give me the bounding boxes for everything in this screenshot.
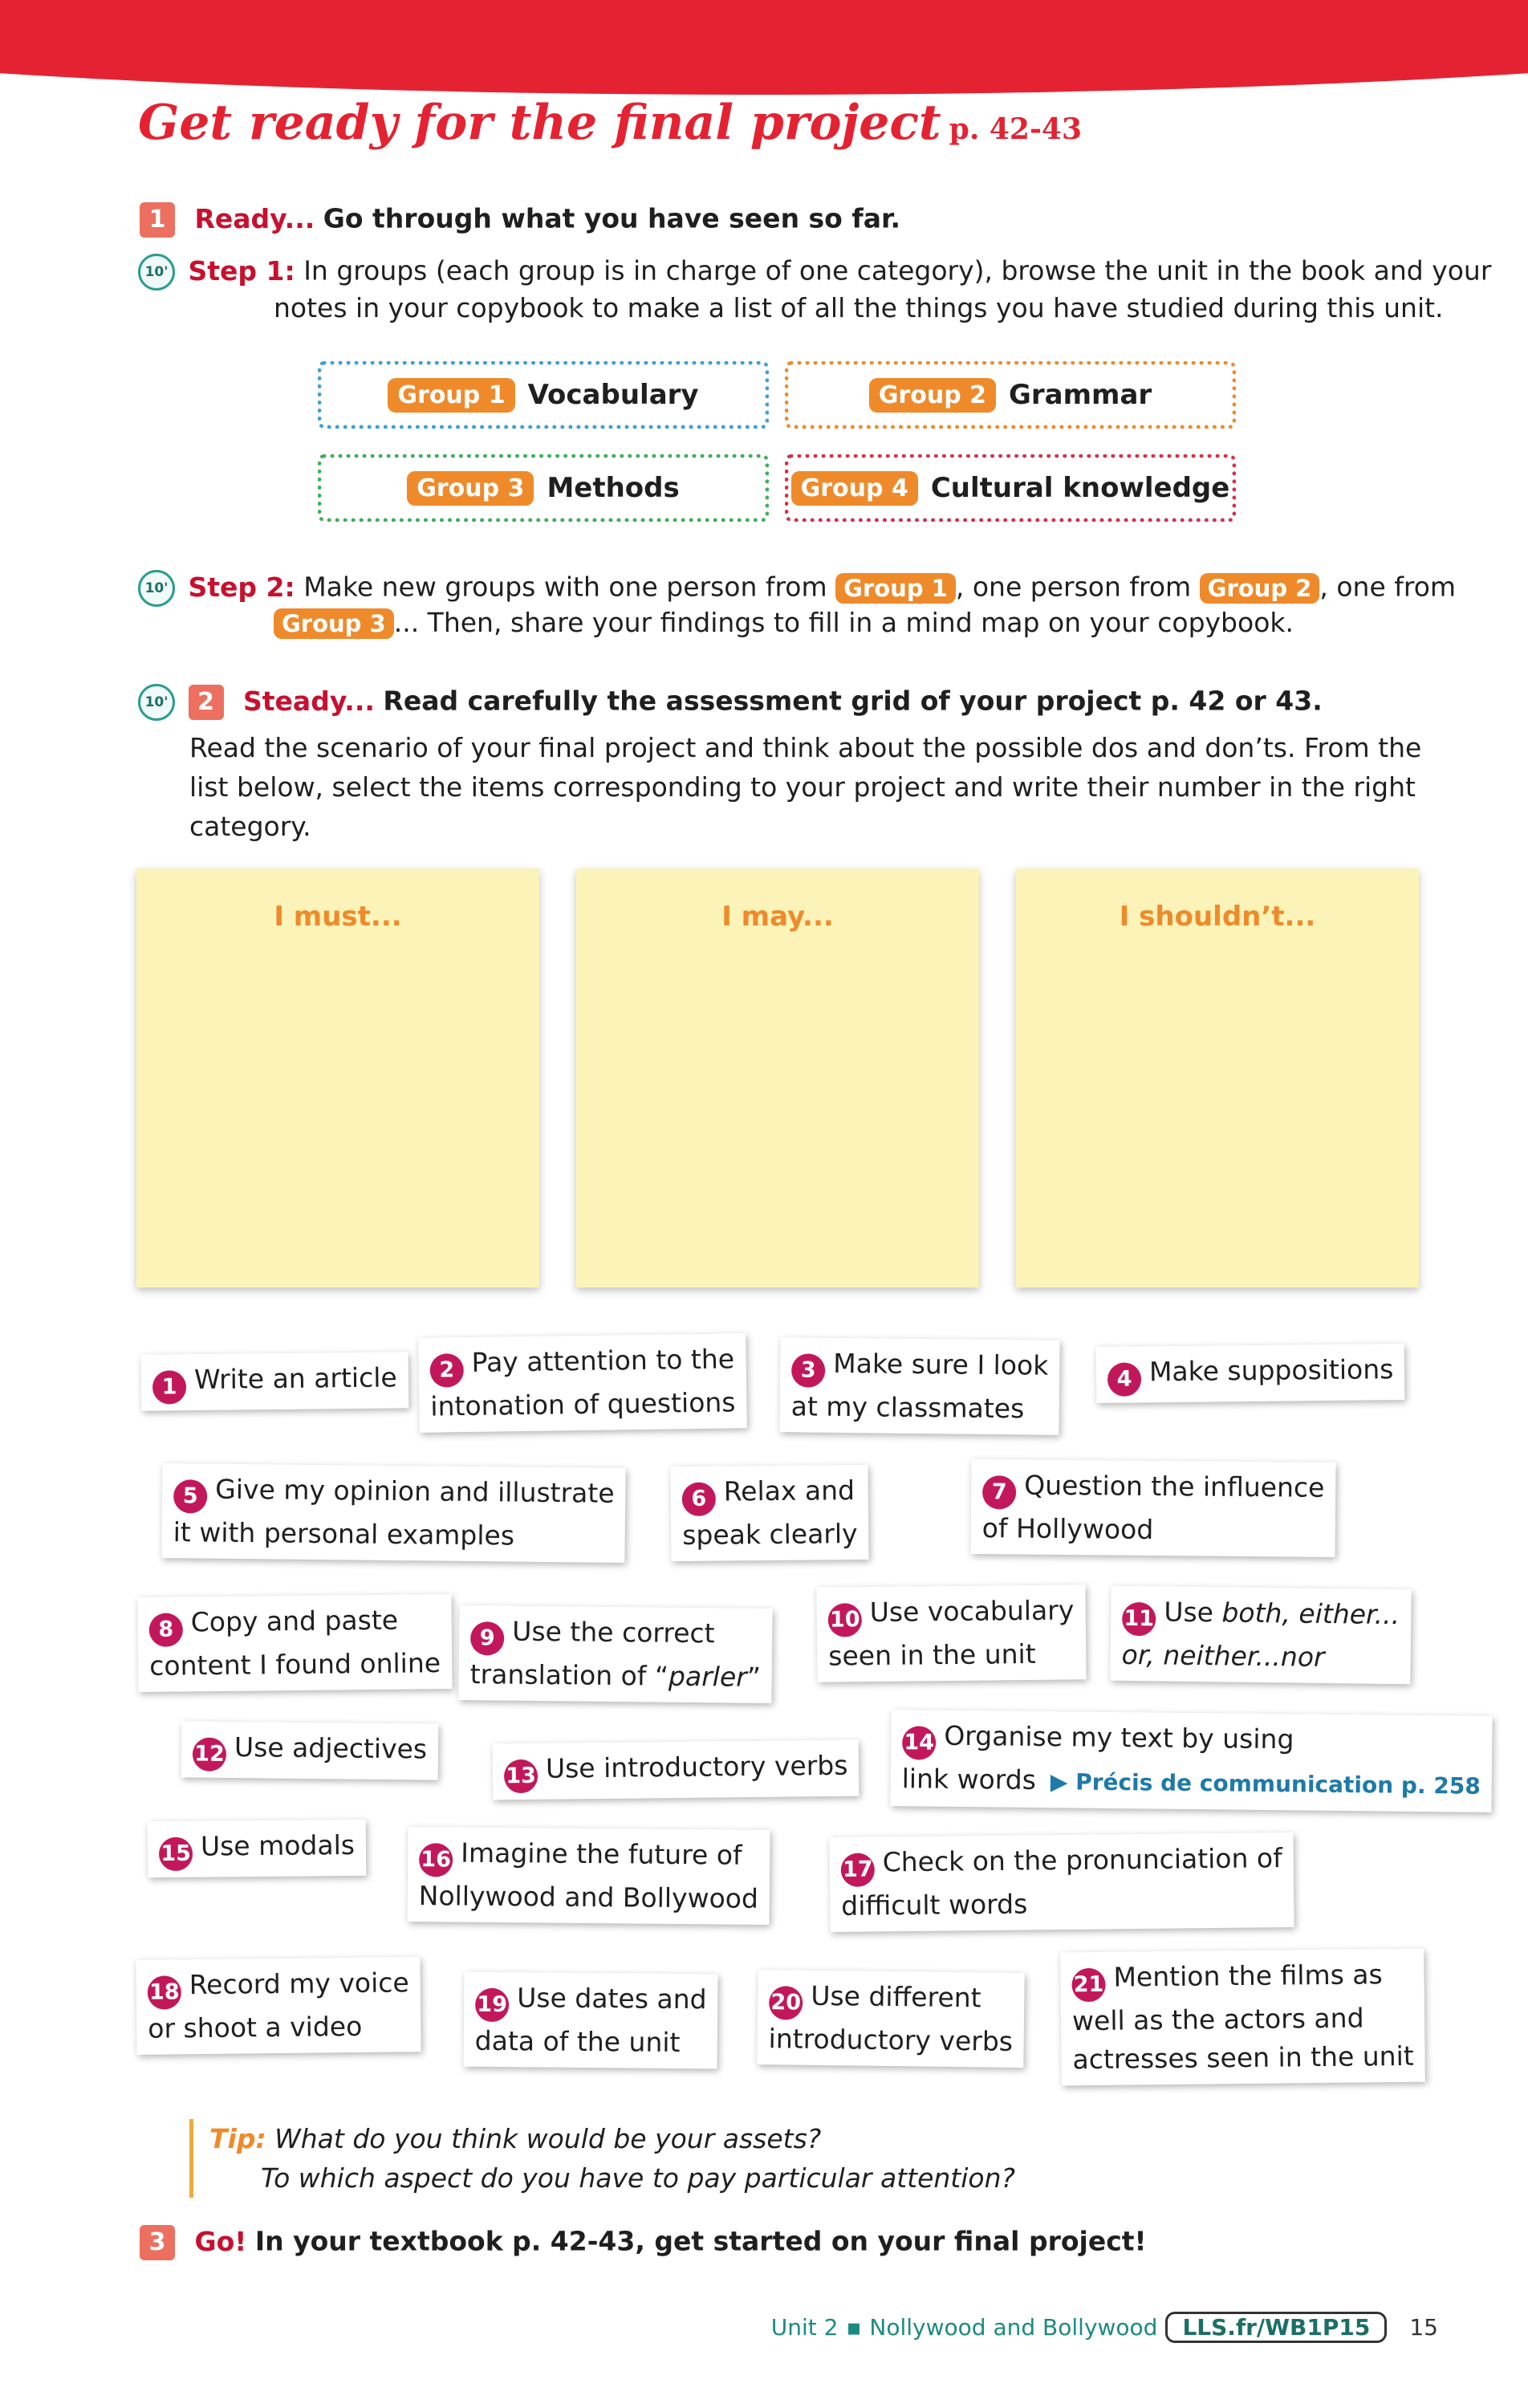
group-box-methods: Group 3 Methods xyxy=(318,454,769,522)
item-card: 3 Make sure I look at my classmates xyxy=(779,1337,1059,1435)
section1-heading: 1 Ready... Go through what you have seen so far. xyxy=(140,202,900,238)
item-number: 17 xyxy=(841,1853,875,1886)
section2-heading: 10' 2 Steady... Read carefully the assessment grid of your project p. 42 or 43. xyxy=(138,684,1323,721)
item-card: 15 Use modals xyxy=(148,1820,367,1877)
note-must[interactable]: I must... xyxy=(136,868,539,1287)
group-box-grammar: Group 2 Grammar xyxy=(785,361,1236,429)
item-card: 11 Use both, either... or, neither...nor xyxy=(1110,1586,1411,1685)
item-card: 17 Check on the pronunciation of difficult words xyxy=(829,1832,1294,1932)
reference-link[interactable]: ▶ Précis de communication p. 258 xyxy=(1050,1768,1481,1800)
group-tag: Group 1 xyxy=(835,573,956,604)
item-card: 4 Make suppositions xyxy=(1096,1344,1405,1403)
item-card: 8 Copy and paste content I found online xyxy=(137,1594,452,1692)
section-number: 2 xyxy=(189,685,224,720)
page-number: 15 xyxy=(1409,2314,1438,2341)
item-card: 13 Use introductory verbs xyxy=(493,1740,860,1800)
item-number: 13 xyxy=(504,1759,538,1793)
item-number: 11 xyxy=(1122,1602,1156,1637)
item-card: 9 Use the correct translation of “parler” xyxy=(458,1605,772,1703)
note-shouldnt[interactable]: I shouldn’t... xyxy=(1016,868,1419,1287)
item-card: 21 Mention the films as well as the actors and actresses seen in the unit xyxy=(1060,1949,1425,2086)
item-number: 5 xyxy=(173,1479,207,1513)
item-card: 16 Imagine the future of Nollywood and Bollywood xyxy=(407,1827,770,1925)
item-number: 9 xyxy=(470,1621,504,1655)
item-number: 8 xyxy=(149,1613,183,1646)
web-link[interactable]: LLS.fr/WB1P15 xyxy=(1165,2312,1387,2343)
item-number: 19 xyxy=(475,1988,509,2022)
group-box-cultural-knowledge: Group 4 Cultural knowledge xyxy=(785,454,1236,522)
item-number: 4 xyxy=(1107,1362,1141,1396)
item-number: 3 xyxy=(791,1353,825,1387)
item-number: 21 xyxy=(1071,1968,1105,2002)
item-card: 12 Use adjectives xyxy=(181,1721,439,1780)
item-number: 6 xyxy=(682,1483,716,1516)
item-card: 10 Use vocabulary seen in the unit xyxy=(816,1584,1086,1682)
item-number: 7 xyxy=(982,1475,1016,1509)
group-tag: Group 3 xyxy=(407,471,534,506)
item-number: 20 xyxy=(769,1986,803,2020)
tip-box: Tip: What do you think would be your assets? To which aspect do you have to pay particular attention? xyxy=(189,2119,1015,2198)
item-number: 18 xyxy=(148,1975,181,2009)
step2: 10' Step 2: Make new groups with one person from Group 1 , one person from Group 2 , one from xyxy=(138,570,1456,607)
item-number: 14 xyxy=(902,1726,936,1759)
section-number: 1 xyxy=(140,202,175,238)
timer-icon: 10' xyxy=(138,570,175,607)
group-box-vocabulary: Group 1 Vocabulary xyxy=(318,361,769,429)
page-title: Get ready for the final project p. 42-43 xyxy=(138,95,1083,151)
item-number: 12 xyxy=(193,1737,226,1771)
section-number: 3 xyxy=(140,2225,175,2260)
group-tag: Group 4 xyxy=(791,471,918,506)
item-card: 5 Give my opinion and illustrate it with personal examples xyxy=(161,1463,626,1563)
item-number: 2 xyxy=(429,1353,464,1388)
top-banner xyxy=(0,0,1528,96)
step2-line2: Group 3 ... Then, share your findings to fill in a mind map on your copybook. xyxy=(274,607,1294,639)
section2-instructions: Read the scenario of your final project and think about the possible dos and don’ts. From the list below, select the items corresponding to your project and write their number in the right category. xyxy=(189,732,1422,842)
group-tag: Group 1 xyxy=(388,378,514,413)
step1: 10' Step 1: In groups (each group is in charge of one category), browse the unit in the book and your xyxy=(138,254,1491,291)
item-card: 6 Relax and speak clearly xyxy=(670,1465,868,1561)
item-card: 1 Write an article xyxy=(141,1352,408,1410)
item-number: 1 xyxy=(152,1370,186,1404)
group-tag: Group 2 xyxy=(1200,573,1320,604)
timer-icon: 10' xyxy=(138,254,175,291)
item-number: 10 xyxy=(828,1603,862,1637)
group-tag: Group 2 xyxy=(869,378,996,413)
section3-heading: 3 Go! In your textbook p. 42-43, get started on your final project! xyxy=(140,2225,1147,2260)
note-may[interactable]: I may... xyxy=(576,868,979,1287)
timer-icon: 10' xyxy=(138,684,175,721)
group-tag: Group 3 xyxy=(274,608,394,639)
item-card: 14 Organise my text by using link words ▶ Précis de communication p. 258 xyxy=(890,1710,1492,1812)
item-number: 15 xyxy=(159,1837,193,1871)
item-card: 18 Record my voice or shoot a video xyxy=(136,1957,421,2055)
item-card: 7 Question the influence of Hollywood xyxy=(970,1459,1335,1557)
item-card: 2 Pay attention to the intonation of questions xyxy=(418,1333,747,1433)
item-number: 16 xyxy=(419,1843,453,1877)
item-card: 20 Use different introductory verbs xyxy=(757,1970,1025,2068)
page-footer: Unit 2 ▪ Nollywood and Bollywood LLS.fr/WB1P15 15 xyxy=(771,2312,1438,2343)
item-card: 19 Use dates and data of the unit xyxy=(463,1972,717,2069)
step1-line2: notes in your copybook to make a list of all the things you have studied during this unit. xyxy=(274,292,1444,323)
